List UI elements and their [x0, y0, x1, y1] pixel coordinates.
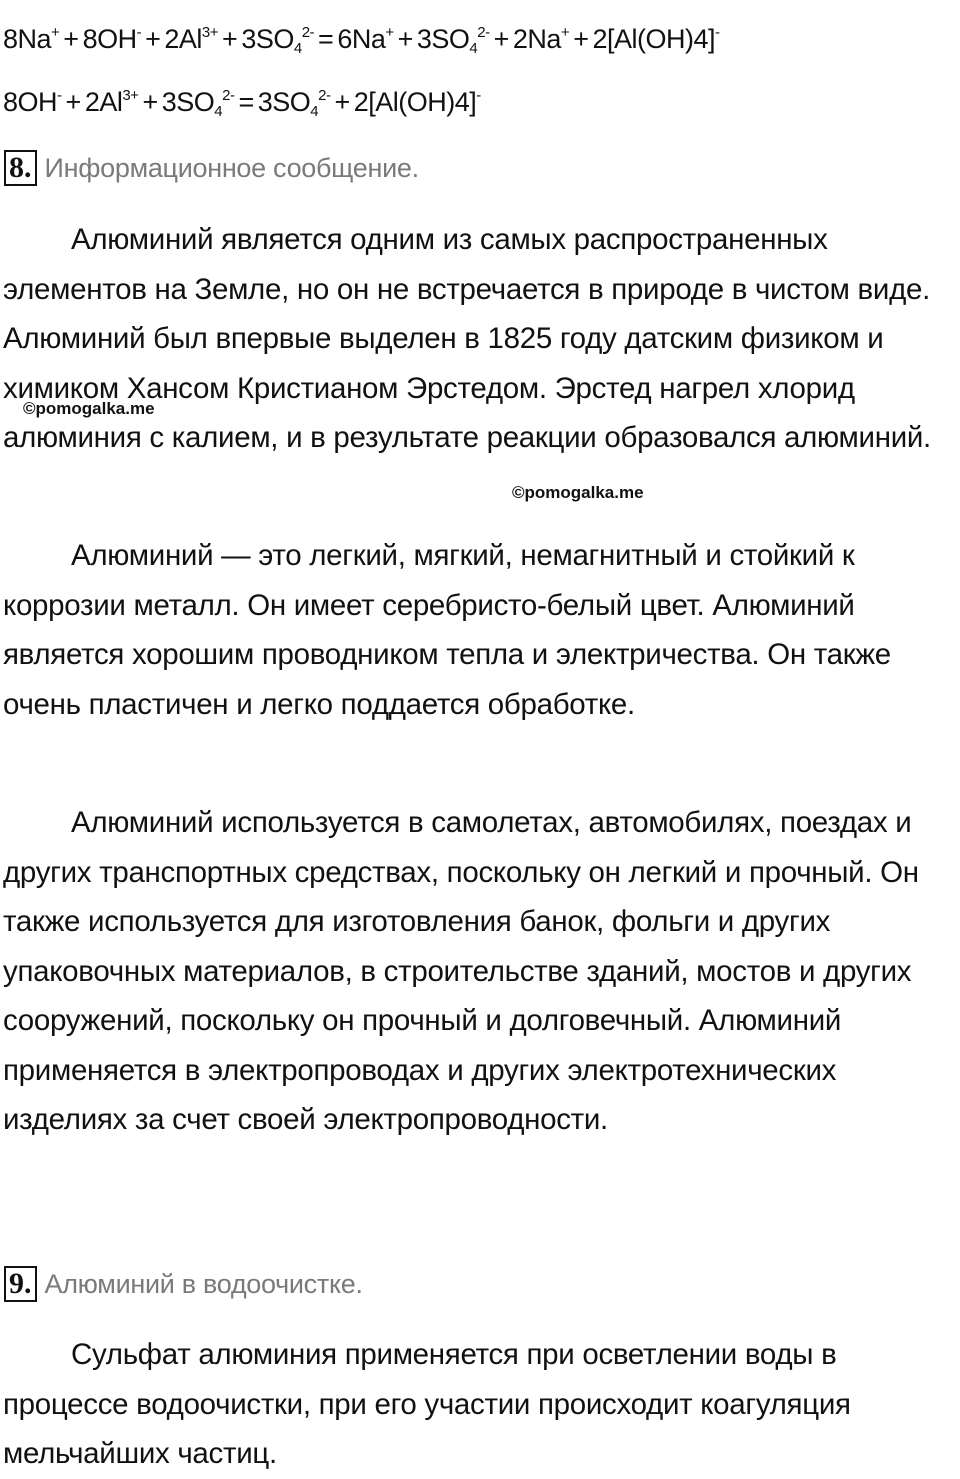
equation-2: $8OH^- + 2Al^{3+} + 3SO_4^{2-} = 3SO_4^{2-} + 2[Al(OH)4]^-$ — [3, 87, 481, 120]
section-title: Информационное сообщение. — [44, 152, 419, 183]
watermark: ©pomogalka.me — [23, 399, 155, 418]
section-9-header — [4, 1266, 363, 1302]
section-title: Алюминий в водоочистке. — [44, 1268, 363, 1299]
paragraph-water-treatment: Сульфат алюминия применяется при осветлении воды в процессе водоочистки, при его участии происходит коагуляция мельчайших частиц. — [3, 1338, 851, 1470]
watermark: ©pomogalka.me — [512, 483, 644, 502]
paragraph-properties: Алюминий — это легкий, мягкий, немагнитный и стойкий к коррозии металл. Он имеет серебристо-белый цвет. Алюминий является хорошим проводником тепла и электричества. Он также очень пластичен и легко поддается обработке. — [3, 539, 891, 721]
paragraph-uses: Алюминий используется в самолетах, автомобилях, поездах и других транспортных средствах, поскольку он легкий и прочный. Он также используется для изготовления банок, фольги и других упаковочных материалов, в строительстве зданий, мостов и других сооружений, поскольку он прочный и долговечный. Алюминий применяется в электропроводах и других электротехнических изделиях за счет своей электропроводности. — [3, 806, 919, 1136]
equation-1: $8Na^+ + 8OH^- + 2Al^{3+} + 3SO_4^{2-} = 6Na^+ + 3SO_4^{2-} + 2Na^+ + 2[Al(OH)4]^-$ — [3, 24, 720, 57]
paragraph-discovery: Алюминий является одним из самых распространенных элементов на Земле, но он не встречается в природе в чистом виде. Алюминий был впервые выделен в 1825 году датским физиком и химиком Хансом Кристианом Эрстедом. Эрстед нагрел хлорид алюминия с калием, и в результате реакции образовался алюминий. — [3, 223, 931, 454]
section-number-box: 8. — [4, 150, 37, 186]
section-8-header — [4, 150, 419, 186]
section-number-box: 9. — [4, 1266, 37, 1302]
